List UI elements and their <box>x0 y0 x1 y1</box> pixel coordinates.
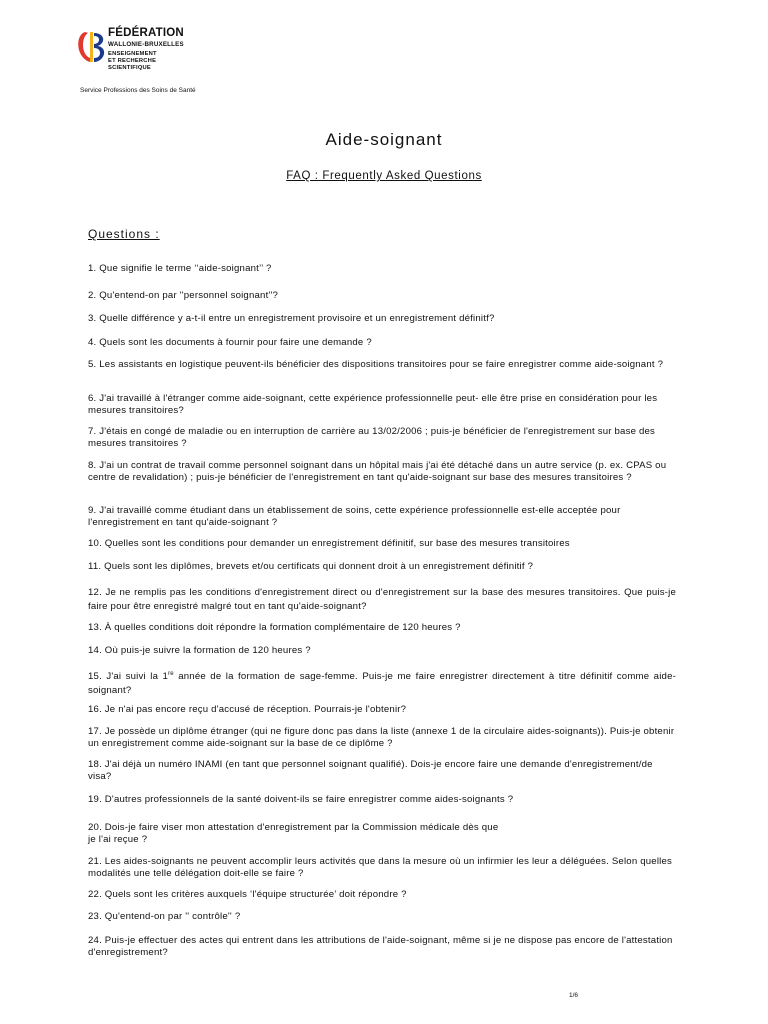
question-24: 24. Puis-je effectuer des actes qui entrent dans les attributions de l'aide-soignant, même si je ne dispose pas encore de l'attestation d'enregistrement? <box>88 935 673 958</box>
question-14: 14. Où puis-je suivre la formation de 120 heures ? <box>88 645 311 656</box>
question-18: 18. J'ai déjà un numéro INAMI (en tant que personnel soignant qualifié). Dois-je encore faire une demande d'enregistrement/de visa? <box>88 759 653 782</box>
question-20-line-2: je l'ai reçue ? <box>88 834 148 845</box>
question-4: 4. Quels sont les documents à fournir pour faire une demande ? <box>88 337 372 348</box>
logo-line-1: ENSEIGNEMENT <box>108 50 157 57</box>
question-8: 8. J'ai un contrat de travail comme personnel soignant dans un hôpital mais j'ai été détaché dans un autre service (p. ex. CPAS ou centre de revalidation) ; puis-je bénéficier de l'enregistrement en tant qu'aide-soignant sur base des mesures transitoires ? <box>88 460 667 483</box>
question-22: 22. Quels sont les critères auxquels ‘l'équipe structurée’ doit répondre ? <box>88 889 407 900</box>
question-19: 19. D'autres professionnels de la santé doivent-ils se faire enregistrer comme aides-soignants ? <box>88 794 514 805</box>
question-12: 12. Je ne remplis pas les conditions d'enregistrement direct ou d'enregistrement sur la base des mesures transitoires. Que puis-je faire pour être enregistré malgré tout en tant qu'aide-soignant? <box>88 587 676 612</box>
question-15 <box>88 667 676 698</box>
question-11: 11. Quels sont les diplômes, brevets et/ou certificats qui donnent droit à un enregistrement définitif ? <box>88 561 534 572</box>
federation-logo-icon <box>76 30 106 64</box>
question-13: 13. À quelles conditions doit répondre la formation complémentaire de 120 heures ? <box>88 622 461 633</box>
question-3: 3. Quelle différence y a-t-il entre un enregistrement provisoire et un enregistrement définitf? <box>88 313 495 324</box>
page-subtitle: FAQ : Frequently Asked Questions <box>286 170 482 182</box>
question-6: 6. J'ai travaillé à l'étranger comme aide-soignant, cette expérience professionnelle peut- elle être prise en considération pour les mesures transitoires? <box>88 393 658 416</box>
questions-heading: Questions : <box>88 227 160 241</box>
question-20-line-1: 20. Dois-je faire viser mon attestation d'enregistrement par la Commission médicale dès que <box>88 822 499 833</box>
question-5: 5. Les assistants en logistique peuvent-ils bénéficier des dispositions transitoires pour se faire enregistrer comme aide-soignant ? <box>88 359 664 370</box>
logo-subtitle: WALLONIE-BRUXELLES <box>108 40 184 48</box>
question-17: 17. Je possède un diplôme étranger (qui ne figure donc pas dans la liste (annexe 1 de la circulaire aides-soignants)). Puis-je obtenir un enregistrement comme aide-soignant sur la base de ce diplôme ? <box>88 726 675 749</box>
question-21: 21. Les aides-soignants ne peuvent accomplir leurs activités que dans la mesure où un infirmier les leur a déléguées. Selon quelles modalités une telle délégation doit-elle se faire ? <box>88 856 673 879</box>
page-number: 1/6 <box>569 992 579 999</box>
question-10: 10. Quelles sont les conditions pour demander un enregistrement définitif, sur base des mesures transitoires <box>88 538 570 549</box>
question-23: 23. Qu'entend-on par '' contrôle'' ? <box>88 911 241 922</box>
page-title: Aide-soignant <box>325 130 443 149</box>
question-9: 9. J'ai travaillé comme étudiant dans un établissement de soins, cette expérience professionnelle est-elle acceptée pour l'enregistrement en tant qu'aide-soignant ? <box>88 505 621 528</box>
logo-line-3: SCIENTIFIQUE <box>108 64 151 71</box>
question-1: 1. Que signifie le terme ‘‘aide-soignant’’ ? <box>88 263 272 274</box>
question-15-start: 15. J'ai suivi la 1 <box>88 671 169 683</box>
federation-logo <box>76 28 196 86</box>
question-2: 2. Qu'entend-on par ''personnel soignant''? <box>88 290 279 301</box>
question-16: 16. Je n'ai pas encore reçu d'accusé de réception. Pourrais-je l'obtenir? <box>88 704 407 715</box>
question-15-ordinal: re <box>168 671 174 677</box>
question-7: 7. J'étais en congé de maladie ou en interruption de carrière au 13/02/2006 ; puis-je bénéficier de l'enregistrement sur base des mesures transitoires ? <box>88 426 656 449</box>
logo-title: FÉDÉRATION <box>108 27 184 39</box>
service-name: Service Professions des Soins de Santé <box>80 87 196 94</box>
question-15-end: année de la formation de sage-femme. Puis-je me faire enregistrer directement à titre définitif comme aide-soignant? <box>88 671 677 697</box>
logo-line-2: ET RECHERCHE <box>108 57 157 64</box>
